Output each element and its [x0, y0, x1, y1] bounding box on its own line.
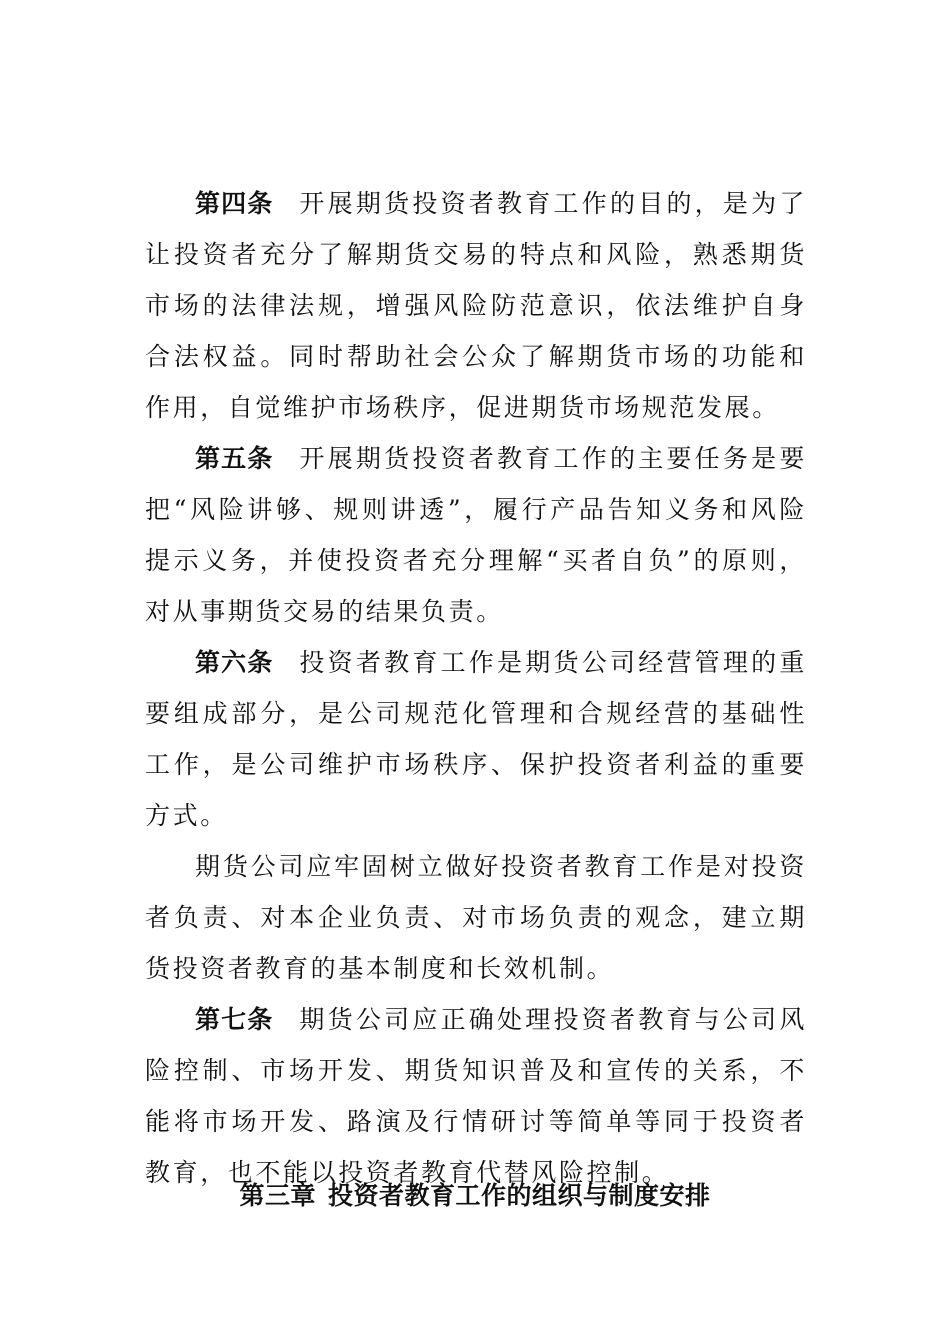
- paragraph-text: 期货公司应正确处理投资者教育与公司风险控制、市场开发、期货知识普及和宣传的关系，不能将市场开发、路演及行情研讨等简单等同于投资者教育，也不能以投资者教育代替风险控制。: [145, 1005, 807, 1187]
- paragraph-text: 开展期货投资者教育工作的主要任务是要把“风险讲够、规则讲透”，履行产品告知义务和风险提示义务，并使投资者充分理解“买者自负”的原则，对从事期货交易的结果负责。: [145, 444, 807, 626]
- chapter-number: 第三章: [239, 1181, 316, 1210]
- article-number: 第六条: [195, 648, 274, 677]
- paragraph-text: 投资者教育工作是期货公司经营管理的重要组成部分，是公司规范化管理和合规经营的基础性工作，是公司维护市场秩序、保护投资者利益的重要方式。: [145, 648, 807, 830]
- article-number: 第五条: [195, 444, 274, 473]
- article-7-paragraph: [145, 994, 807, 1198]
- article-6-continuation-paragraph: [145, 841, 807, 994]
- paragraph-text: 开展期货投资者教育工作的目的，是为了让投资者充分了解期货交易的特点和风险，熟悉期货市场的法律法规，增强风险防范意识，依法维护自身合法权益。同时帮助社会公众了解期货市场的功能和作用，自觉维护市场秩序，促进期货市场规范发展。: [145, 189, 807, 422]
- article-6-paragraph: [145, 637, 807, 841]
- document-body: [145, 178, 807, 1198]
- article-number: 第七条: [195, 1005, 274, 1034]
- chapter-title: 投资者教育工作的组织与制度安排: [328, 1181, 711, 1210]
- article-number: 第四条: [195, 189, 274, 218]
- article-4-paragraph: [145, 178, 807, 433]
- article-5-paragraph: [145, 433, 807, 637]
- paragraph-text: 期货公司应牢固树立做好投资者教育工作是对投资者负责、对本企业负责、对市场负责的观念，建立期货投资者教育的基本制度和长效机制。: [145, 852, 807, 983]
- chapter-heading: [0, 1176, 950, 1216]
